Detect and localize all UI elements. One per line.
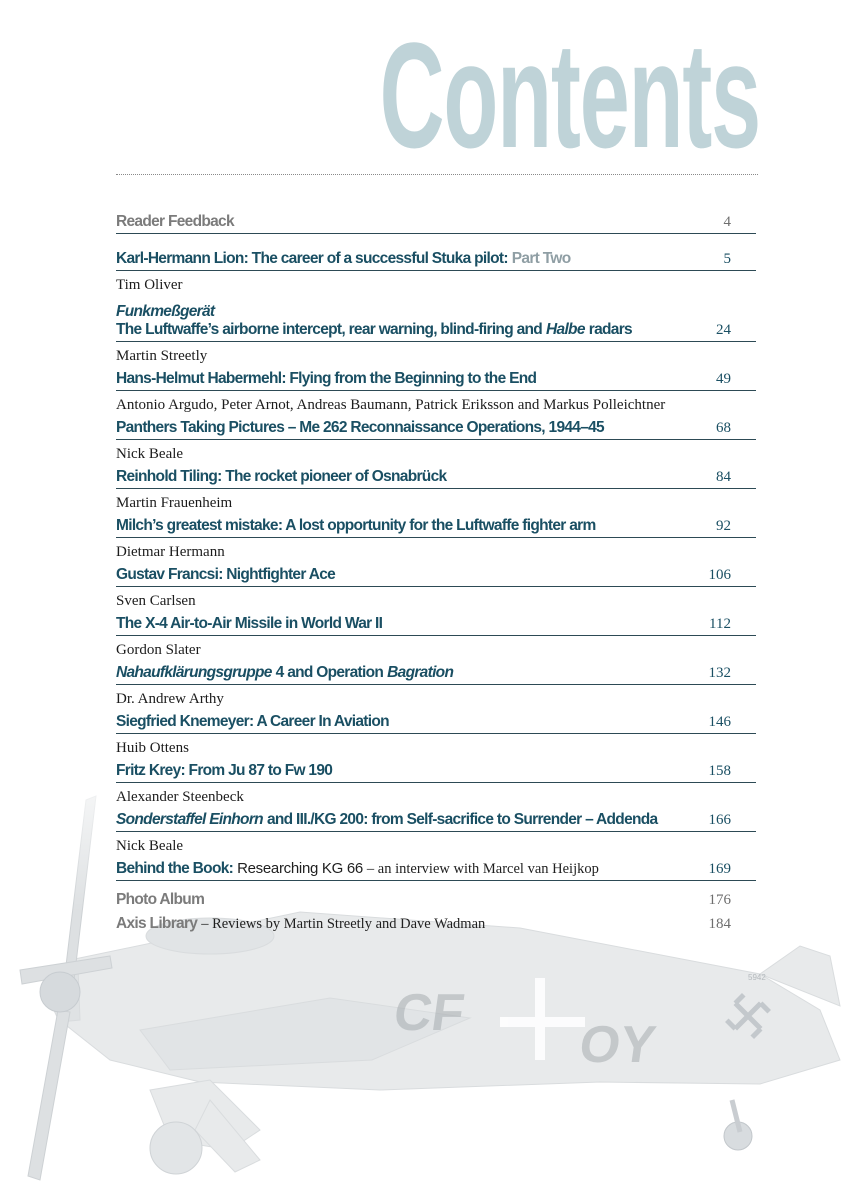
entry-title-line — [116, 762, 756, 783]
entry-title-line — [116, 370, 756, 391]
entry-title-group — [116, 517, 596, 535]
entry-title-group — [116, 891, 204, 909]
entry-title-line — [116, 891, 756, 911]
contents-list — [116, 213, 756, 935]
page-number: 92 — [716, 518, 731, 534]
entry-title: Hans-Helmut Habermehl: Flying from the Beginning to the End — [116, 370, 537, 387]
entry-title: Fritz Krey: From Ju 87 to Fw 190 — [116, 762, 333, 779]
entry-title-group — [116, 370, 536, 388]
entry-title-group — [116, 321, 632, 339]
toc-entry[interactable] — [116, 915, 756, 935]
entry-author: Alexander Steenbeck — [116, 789, 244, 805]
entry-title-line — [116, 566, 756, 587]
page-number: 169 — [708, 861, 731, 877]
entry-title: Reinhold Tiling: The rocket pioneer of Osnabrück — [116, 468, 447, 485]
toc-entry[interactable] — [116, 468, 756, 514]
entry-title-group — [116, 566, 335, 584]
entry-title: and III./KG 200: from Self-sacrifice to Surrender – Addenda — [266, 811, 658, 828]
page-number: 132 — [708, 665, 731, 681]
toc-entry[interactable] — [116, 713, 756, 759]
page-number: 146 — [708, 714, 731, 730]
toc-entry[interactable] — [116, 664, 756, 710]
entry-title-line — [116, 517, 756, 538]
entry-title-line — [116, 664, 756, 685]
toc-entry[interactable] — [116, 303, 756, 367]
page-number: 4 — [723, 214, 731, 230]
entry-title-line — [116, 213, 756, 234]
page-number: 84 — [716, 469, 731, 485]
entry-author: Martin Frauenheim — [116, 495, 233, 511]
entry-author: Dietmar Hermann — [116, 544, 225, 560]
entry-title: The Luftwaffe’s airborne intercept, rear warning, blind-firing and — [116, 321, 543, 338]
entry-author: Gordon Slater — [116, 642, 201, 658]
toc-entry[interactable] — [116, 762, 756, 808]
entry-title-line — [116, 860, 756, 881]
page-number: 158 — [708, 763, 731, 779]
entry-title-group — [116, 250, 570, 268]
toc-entry[interactable] — [116, 419, 756, 465]
entry-author: Dr. Andrew Arthy — [116, 691, 224, 707]
entry-title-line — [116, 915, 756, 935]
page-number: 24 — [716, 322, 731, 338]
toc-entry[interactable] — [116, 811, 756, 857]
page-number: 106 — [708, 567, 731, 583]
entry-title-italic: Halbe — [546, 321, 585, 338]
entry-author: Nick Beale — [116, 446, 184, 462]
toc-entry[interactable] — [116, 891, 756, 911]
entry-title: Reader Feedback — [116, 213, 234, 230]
toc-entry[interactable] — [116, 250, 756, 296]
entry-title: Karl-Hermann Lion: The career of a successful Stuka pilot: — [116, 250, 508, 267]
entry-author: Tim Oliver — [116, 277, 183, 293]
entry-title-group — [116, 213, 234, 231]
title-divider — [116, 174, 758, 175]
entry-title-group — [116, 915, 485, 933]
entry-description: – an interview with Marcel van Heijkop — [366, 861, 599, 877]
page-number: 68 — [716, 420, 731, 436]
entry-title-suffix: Part Two — [511, 250, 571, 267]
entry-title-line — [116, 811, 756, 832]
entry-title: Siegfried Knemeyer: A Career In Aviation — [116, 713, 389, 730]
entry-author: Sven Carlsen — [116, 593, 196, 609]
entry-title-line — [116, 250, 756, 271]
page-number: 5 — [723, 251, 731, 267]
entry-title: Panthers Taking Pictures – Me 262 Reconnaissance Operations, 1944–45 — [116, 419, 604, 436]
page-number: 166 — [708, 812, 731, 828]
page-number: 176 — [708, 892, 731, 908]
toc-entry[interactable] — [116, 213, 756, 234]
entry-title-italic: Bagration — [387, 664, 454, 681]
entry-author: Antonio Argudo, Peter Arnot, Andreas Baumann, Patrick Eriksson and Markus Polleichtner — [116, 397, 666, 413]
page-number: 184 — [708, 916, 731, 932]
entry-title: Milch’s greatest mistake: A lost opportunity for the Luftwaffe fighter arm — [116, 517, 596, 534]
entry-title-line — [116, 615, 756, 636]
entry-subtitle: Researching KG 66 — [237, 860, 363, 877]
entry-title: Gustav Francsi: Nightfighter Ace — [116, 566, 336, 583]
entry-title-group — [116, 664, 453, 682]
entry-title-group — [116, 860, 599, 878]
toc-entry[interactable] — [116, 615, 756, 661]
entry-title-group — [116, 811, 657, 829]
entry-title-line — [116, 321, 756, 342]
entry-title-line — [116, 713, 756, 734]
toc-entry[interactable] — [116, 566, 756, 612]
entry-title-italic-lead: Sonderstaffel Einhorn — [116, 811, 263, 828]
entry-title: Behind the Book: — [116, 860, 234, 877]
entry-title-group — [116, 762, 332, 780]
entry-title-line — [116, 468, 756, 489]
entry-title-italic-lead: Nahaufklärungsgruppe — [116, 664, 272, 681]
toc-entry[interactable] — [116, 860, 756, 881]
page-number: 49 — [716, 371, 731, 387]
entry-title-end: radars — [588, 321, 632, 338]
entry-title-group — [116, 419, 604, 437]
entry-title: The X-4 Air-to-Air Missile in World War II — [116, 615, 383, 632]
entry-description: – Reviews by Martin Streetly and Dave Wadman — [201, 916, 486, 932]
entry-title-line — [116, 419, 756, 440]
entry-title: Photo Album — [116, 891, 205, 908]
page-title: Contents — [379, 11, 760, 179]
entry-title: 4 and Operation — [275, 664, 384, 681]
entry-title-group — [116, 713, 389, 731]
toc-entry[interactable] — [116, 517, 756, 563]
entry-title: Axis Library — [116, 915, 198, 932]
entry-author: Huib Ottens — [116, 740, 189, 756]
entry-title-group — [116, 615, 382, 633]
toc-entry[interactable] — [116, 370, 756, 416]
page-number: 112 — [709, 616, 731, 632]
entry-kicker: Funkmeßgerät — [116, 303, 215, 320]
entry-author: Martin Streetly — [116, 348, 208, 364]
entry-author: Nick Beale — [116, 838, 184, 854]
entry-title-group — [116, 468, 446, 486]
